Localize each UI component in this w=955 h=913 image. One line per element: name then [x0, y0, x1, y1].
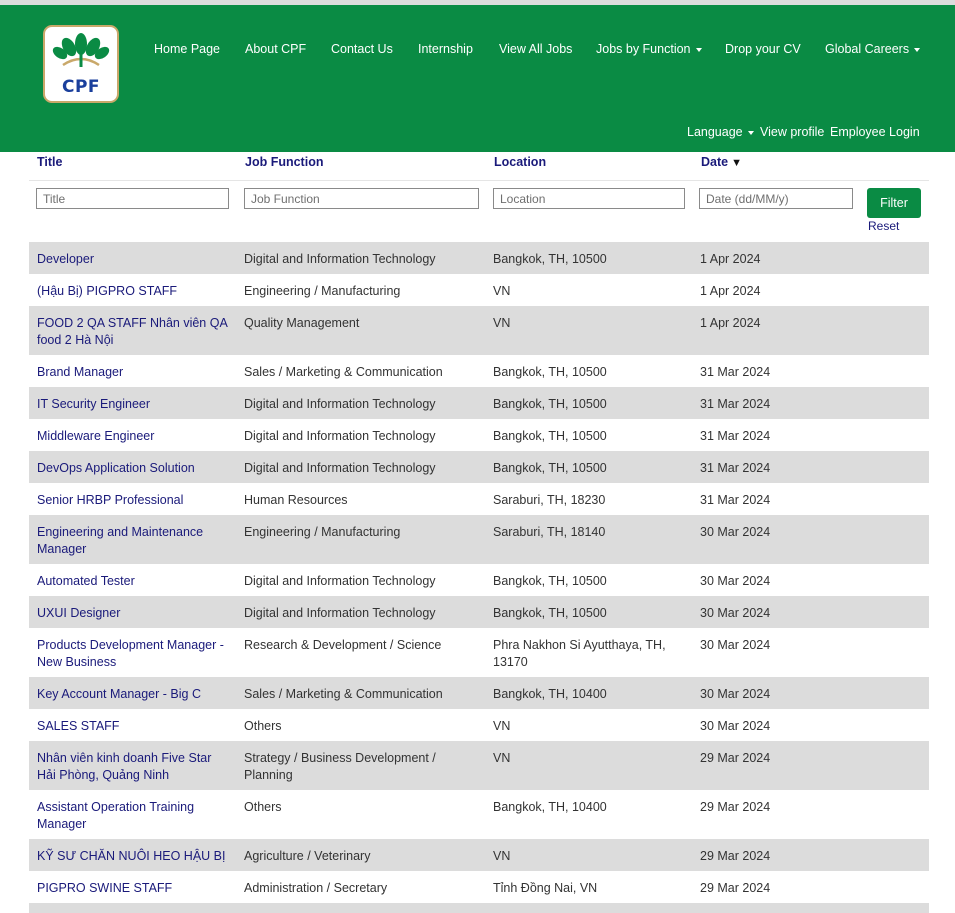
employee-login-link[interactable]: Employee Login	[830, 125, 920, 139]
table-row	[29, 419, 929, 451]
job-function-cell: Digital and Information Technology	[244, 429, 436, 443]
job-date-cell: 31 Mar 2024	[700, 461, 771, 475]
job-location-cell: VN	[493, 849, 511, 863]
job-title-link[interactable]: FOOD 2 QA STAFF Nhân viên QA food 2 Hà Nội	[37, 316, 228, 347]
logo-text: CPF	[61, 77, 101, 97]
job-date-cell: 1 Apr 2024	[700, 252, 761, 266]
job-function-cell: Sales / Marketing & Communication	[244, 365, 443, 379]
nav-about-cpf[interactable]: About CPF	[245, 42, 307, 56]
job-function-cell: Sales / Marketing & Communication	[244, 687, 443, 701]
job-date-cell: 30 Mar 2024	[700, 574, 771, 588]
column-header-title[interactable]: Title	[37, 155, 63, 169]
table-row	[29, 709, 929, 741]
nav-drop-your-cv[interactable]: Drop your CV	[725, 42, 801, 56]
job-title-link[interactable]: Assistant Operation Training Manager	[37, 800, 195, 831]
job-title-link[interactable]: Senior HRBP Professional	[37, 493, 184, 507]
column-header-date[interactable]	[701, 155, 742, 169]
column-header-location[interactable]: Location	[494, 155, 547, 169]
job-location-cell: Saraburi, TH, 18140	[493, 525, 606, 539]
job-date-cell: 29 Mar 2024	[700, 881, 771, 895]
job-location-cell: VN	[493, 719, 511, 733]
job-title-link[interactable]: SALES STAFF	[37, 719, 120, 733]
table-row	[29, 387, 929, 419]
job-location-cell: Bangkok, TH, 10500	[493, 365, 607, 379]
chevron-down-icon	[748, 131, 754, 135]
job-location-cell: Bangkok, TH, 10500	[493, 606, 607, 620]
job-location-cell: Bangkok, TH, 10500	[493, 461, 607, 475]
job-title-link[interactable]: DevOps Application Solution	[37, 461, 195, 475]
job-function-cell: Others	[244, 800, 282, 814]
job-date-cell: 29 Mar 2024	[700, 800, 771, 814]
nav-home-page[interactable]: Home Page	[154, 42, 221, 56]
job-function-cell: Engineering / Manufacturing	[244, 284, 401, 298]
view-profile-link[interactable]: View profile	[760, 125, 825, 139]
job-location-cell: Bangkok, TH, 10400	[493, 687, 607, 701]
job-title-link[interactable]: Middleware Engineer	[37, 429, 155, 443]
job-location-cell: Bangkok, TH, 10500	[493, 252, 607, 266]
sort-descending-icon: ▼	[731, 157, 742, 169]
job-location-cell: Tỉnh Đồng Nai, VN	[493, 881, 598, 895]
job-location-cell: VN	[493, 751, 511, 765]
job-title-link[interactable]: Automated Tester	[37, 574, 135, 588]
table-row	[29, 903, 929, 913]
job-title-link[interactable]: Nhân viên kinh doanh Five Star Hải Phòng, Quảng Ninh	[37, 751, 212, 782]
job-function-cell: Human Resources	[244, 493, 348, 507]
jobs-table-body	[29, 242, 929, 913]
job-function-cell: Others	[244, 719, 282, 733]
job-function-cell: Strategy / Business Development / Planning	[244, 751, 436, 782]
table-row	[29, 483, 929, 515]
date-filter-input[interactable]	[699, 188, 853, 209]
job-date-cell: 31 Mar 2024	[700, 365, 771, 379]
job-date-cell: 30 Mar 2024	[700, 687, 771, 701]
nav-view-all-jobs[interactable]: View All Jobs	[499, 42, 573, 56]
location-filter-input[interactable]	[493, 188, 685, 209]
job-date-cell: 30 Mar 2024	[700, 606, 771, 620]
job-function-filter-input[interactable]	[244, 188, 479, 209]
job-title-link[interactable]: (Hậu Bị) PIGPRO STAFF	[37, 284, 178, 298]
job-location-cell: VN	[493, 284, 511, 298]
job-function-cell: Quality Management	[244, 316, 360, 330]
job-location-cell: Bangkok, TH, 10500	[493, 429, 607, 443]
job-title-link[interactable]: Brand Manager	[37, 365, 124, 379]
cpf-logo[interactable]	[43, 25, 119, 103]
job-date-cell: 31 Mar 2024	[700, 429, 771, 443]
job-date-cell: 29 Mar 2024	[700, 849, 771, 863]
nav-internship[interactable]: Internship	[418, 42, 473, 56]
job-title-link[interactable]: Developer	[37, 252, 94, 266]
job-location-cell: Phra Nakhon Si Ayutthaya, TH, 13170	[493, 638, 666, 669]
job-date-cell: 30 Mar 2024	[700, 719, 771, 733]
nav-global-careers[interactable]	[825, 42, 920, 56]
job-function-cell: Agriculture / Veterinary	[244, 849, 371, 863]
job-location-cell: Bangkok, TH, 10500	[493, 574, 607, 588]
table-row	[29, 741, 929, 790]
nav-jobs-by-function[interactable]	[596, 42, 702, 56]
nav-global-careers-label: Global Careers	[825, 42, 910, 56]
table-row	[29, 628, 929, 677]
job-date-cell: 31 Mar 2024	[700, 397, 771, 411]
leaf-emblem-icon	[51, 31, 111, 75]
job-function-cell: Digital and Information Technology	[244, 461, 436, 475]
table-row	[29, 677, 929, 709]
job-location-cell: VN	[493, 316, 511, 330]
job-date-cell: 30 Mar 2024	[700, 638, 771, 652]
job-title-link[interactable]: UXUI Designer	[37, 606, 121, 620]
table-row	[29, 790, 929, 839]
job-date-cell: 29 Mar 2024	[700, 751, 771, 765]
job-title-link[interactable]: KỸ SƯ CHĂN NUÔI HEO HẬU BỊ	[37, 849, 226, 863]
nav-contact-us[interactable]: Contact Us	[331, 42, 393, 56]
job-title-link[interactable]: PIGPRO SWINE STAFF	[37, 881, 173, 895]
job-function-cell: Research & Development / Science	[244, 638, 442, 652]
table-row	[29, 839, 929, 871]
filter-button[interactable]: Filter	[867, 188, 921, 218]
site-header	[0, 5, 955, 152]
job-location-cell: Bangkok, TH, 10400	[493, 800, 607, 814]
nav-jobs-by-function-label: Jobs by Function	[596, 42, 691, 56]
job-title-link[interactable]: IT Security Engineer	[37, 397, 151, 411]
column-header-date-label: Date	[701, 155, 729, 169]
table-row	[29, 451, 929, 483]
header-divider	[29, 180, 929, 181]
job-location-cell: Bangkok, TH, 10500	[493, 397, 607, 411]
job-location-cell: Saraburi, TH, 18230	[493, 493, 606, 507]
job-function-cell: Digital and Information Technology	[244, 397, 436, 411]
table-row	[29, 564, 929, 596]
job-function-cell: Digital and Information Technology	[244, 574, 436, 588]
job-function-cell: Digital and Information Technology	[244, 252, 436, 266]
reset-link[interactable]: Reset	[868, 219, 900, 233]
table-row	[29, 274, 929, 306]
table-row	[29, 871, 929, 903]
language-label: Language	[687, 125, 743, 139]
job-date-cell: 31 Mar 2024	[700, 493, 771, 507]
job-title-link[interactable]: Key Account Manager - Big C	[37, 687, 201, 701]
job-function-cell: Engineering / Manufacturing	[244, 525, 401, 539]
table-row	[29, 515, 929, 564]
table-row	[29, 242, 929, 274]
job-function-cell: Administration / Secretary	[244, 881, 388, 895]
language-dropdown[interactable]	[687, 125, 754, 139]
job-title-link[interactable]: Engineering and Maintenance Manager	[37, 525, 204, 556]
job-function-cell: Digital and Information Technology	[244, 606, 436, 620]
job-date-cell: 1 Apr 2024	[700, 284, 761, 298]
chevron-down-icon	[914, 48, 920, 52]
job-date-cell: 1 Apr 2024	[700, 316, 761, 330]
job-date-cell: 30 Mar 2024	[700, 525, 771, 539]
table-row	[29, 596, 929, 628]
table-row	[29, 355, 929, 387]
title-filter-input[interactable]	[36, 188, 229, 209]
column-header-job-function[interactable]: Job Function	[245, 155, 324, 169]
chevron-down-icon	[696, 48, 702, 52]
job-title-link[interactable]: Products Development Manager - New Business	[37, 638, 224, 669]
table-row	[29, 306, 929, 355]
